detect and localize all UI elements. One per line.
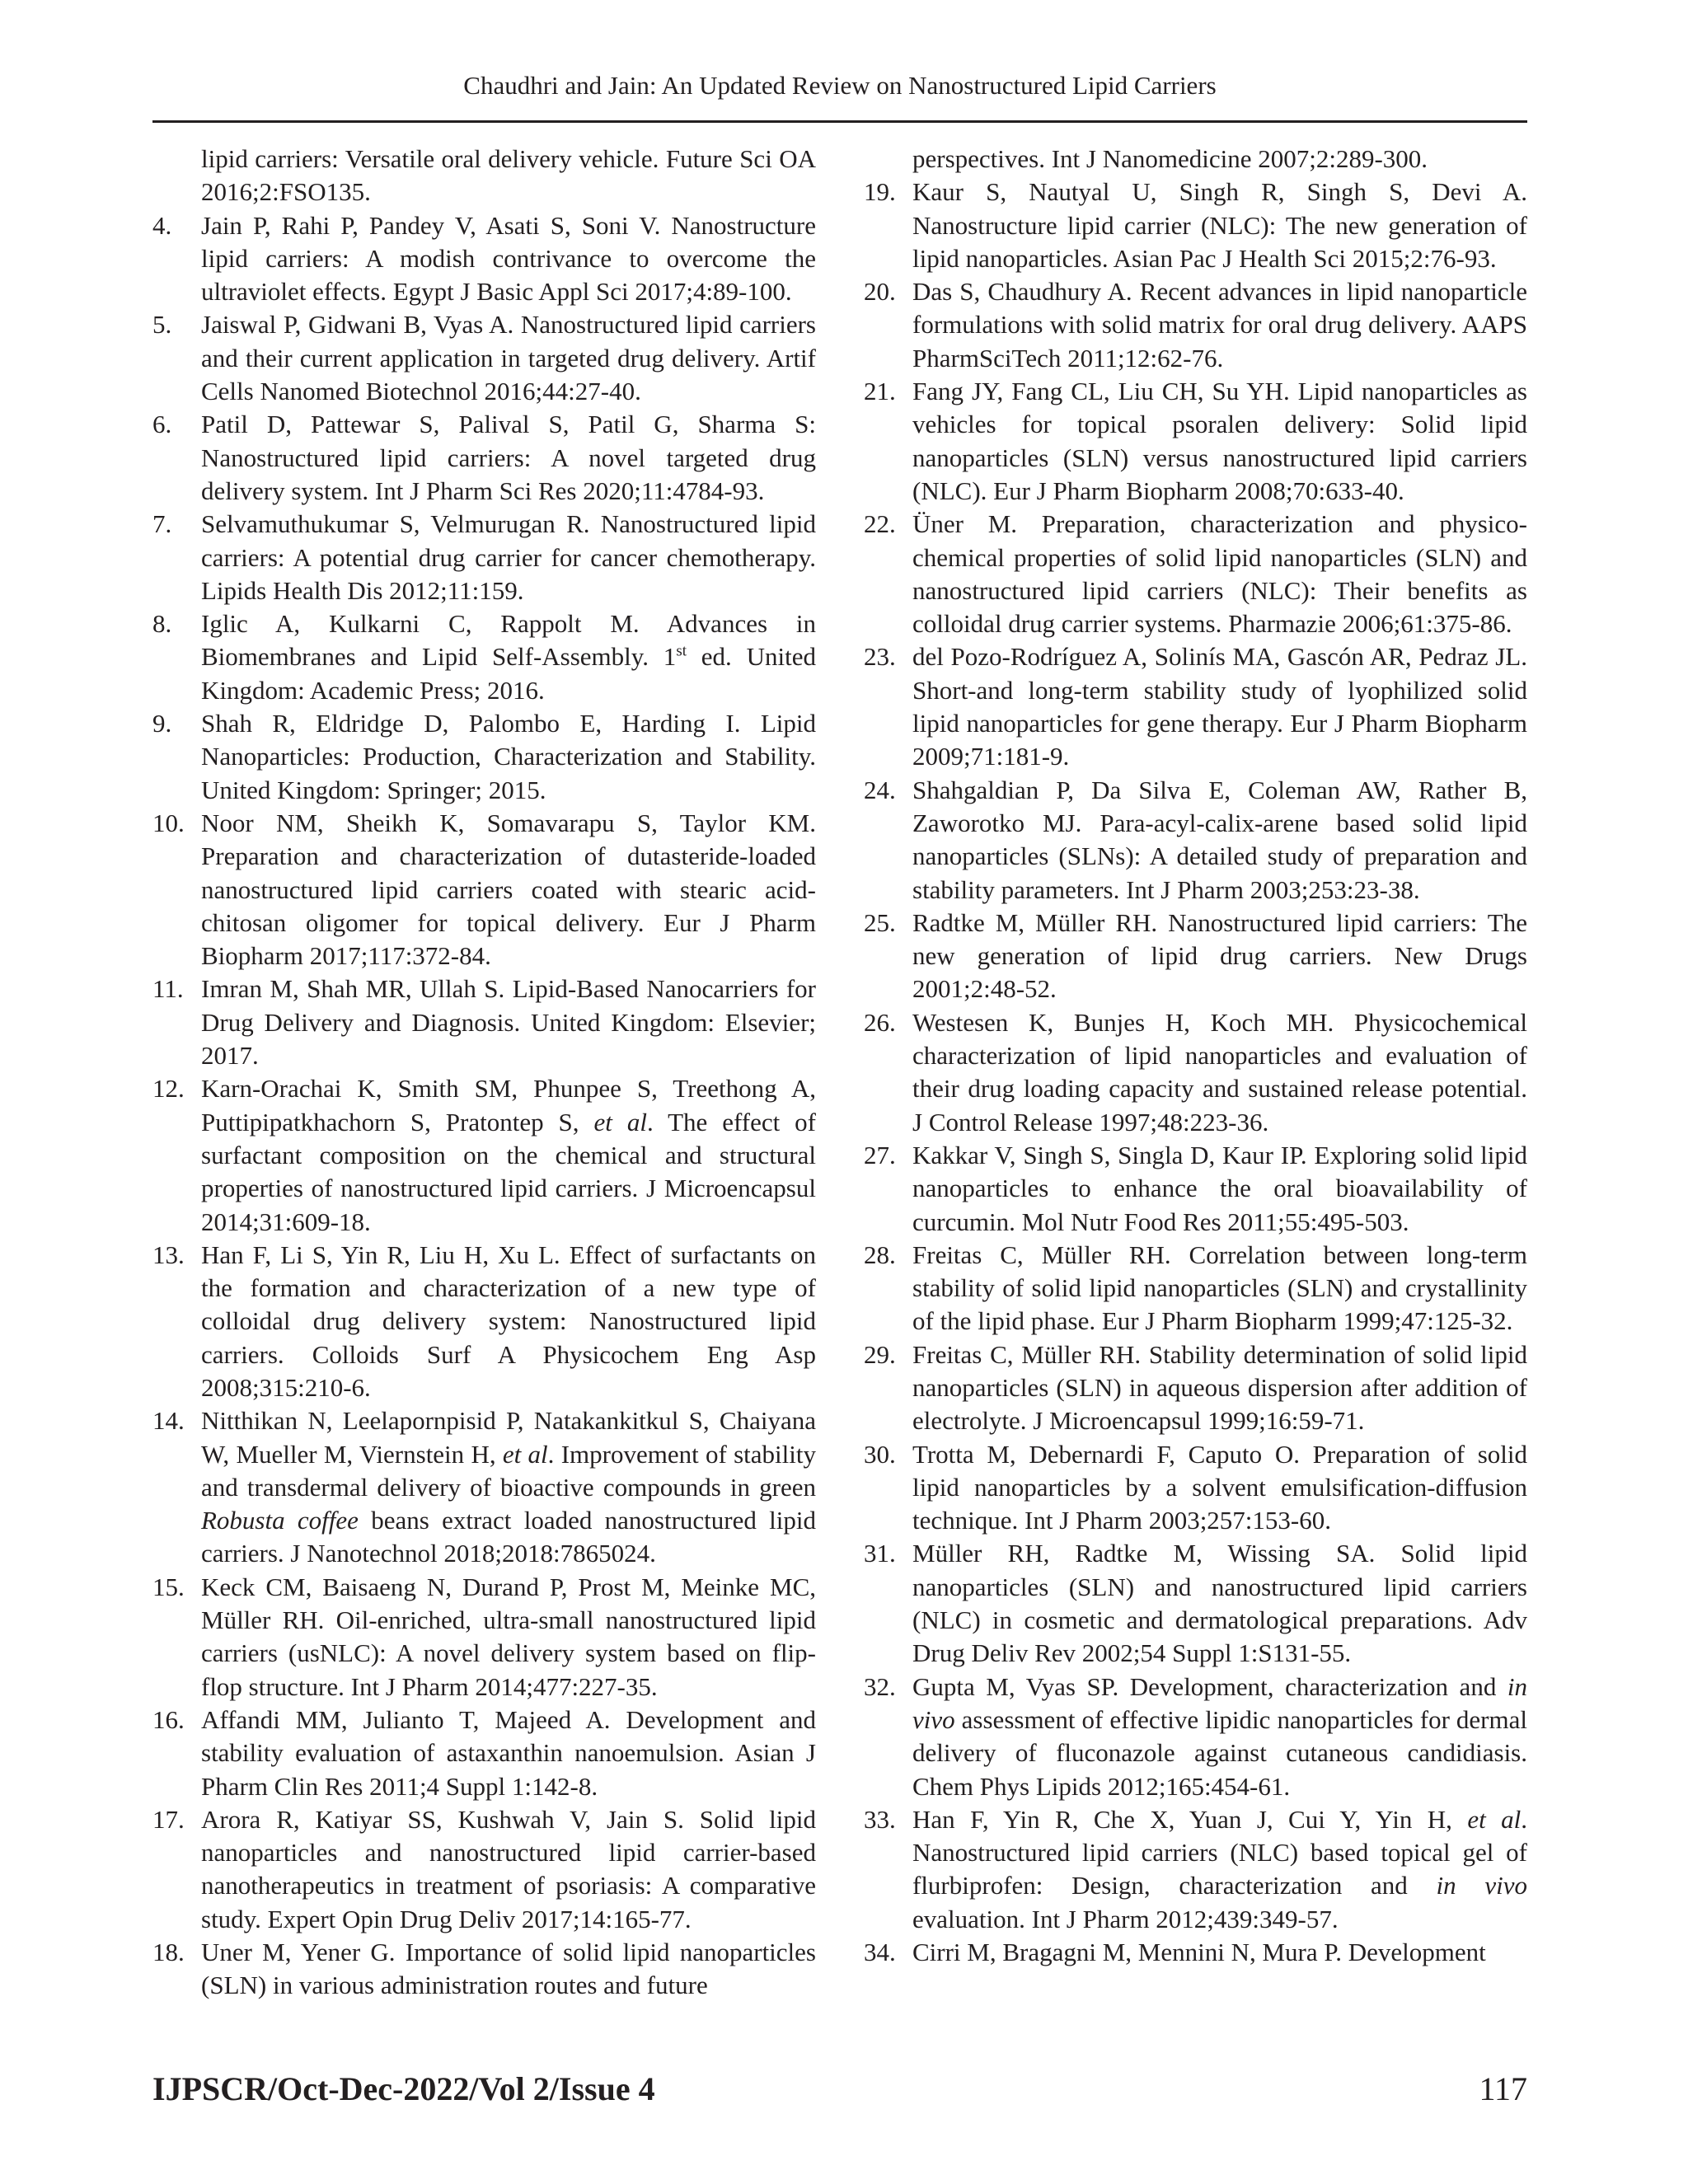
reference-number: 14. [152, 1406, 185, 1436]
reference-item [864, 1438, 1527, 1538]
italic-text: Robusta coffee [201, 1506, 359, 1535]
reference-text [201, 1571, 816, 1704]
reference-text [201, 1239, 816, 1404]
reference-text-part: Karn-Orachai K, Smith SM, Phunpee S, Treethong A, Puttipipatkhachorn S, Pratontep S, [201, 1074, 816, 1137]
superscript: st [676, 643, 687, 661]
reference-text [912, 1671, 1527, 1803]
reference-item [152, 1239, 816, 1404]
reference-text-part: assessment of effective lipidic nanoparticles for dermal delivery of fluconazole against cutaneous candidiasis. Chem Phys Lipids 2012;165:454-61. [912, 1704, 1527, 1801]
reference-text [912, 1338, 1527, 1438]
reference-item [152, 1704, 816, 1803]
reference-item [152, 1072, 816, 1238]
reference-text-part: Üner M. Preparation, characterization and physico-chemical properties of solid lipid nanoparticles (SLN) and nanostructured lipid carriers (NLC): Their benefits as colloidal drug carrier systems. Pharmazie 2006;61:375-86. [912, 509, 1527, 639]
reference-number: 21. [864, 377, 896, 406]
reference-column-right [864, 143, 1527, 1969]
reference-item [152, 1803, 816, 1936]
reference-item [152, 1936, 816, 2003]
reference-number: 28. [864, 1240, 896, 1269]
reference-item [152, 408, 816, 508]
reference-text-part: Kaur S, Nautyal U, Singh R, Singh S, Devi A. Nanostructure lipid carrier (NLC): The new generation of lipid nanoparticles. Asian Pac J Health Sci 2015;2:76-93. [912, 177, 1527, 273]
reference-item [152, 607, 816, 707]
reference-text [201, 308, 816, 408]
reference-number: 10. [152, 808, 185, 837]
reference-text-part: lipid carriers: Versatile oral delivery vehicle. Future Sci OA 2016;2:FSO135. [201, 144, 816, 207]
reference-number: 9. [152, 709, 172, 738]
reference-continuation [152, 143, 816, 209]
reference-number: 24. [864, 775, 896, 804]
reference-text-part: Han F, Li S, Yin R, Liu H, Xu L. Effect of surfactants on the formation and characterization of a new type of colloidal drug delivery system: Nanostructured lipid carriers. Colloids Surf A Physicochem Eng Asp 2008;315:210-6. [201, 1240, 816, 1402]
reference-number: 27. [864, 1140, 896, 1169]
reference-number: 33. [864, 1804, 896, 1834]
reference-text [201, 807, 816, 972]
reference-text [201, 209, 816, 309]
reference-text [912, 1537, 1527, 1670]
reference-text [201, 408, 816, 508]
reference-item [864, 1803, 1527, 1936]
reference-text-part: Freitas C, Müller RH. Correlation between long-term stability of solid lipid nanoparticles (SLN) and crystallinity of the lipid phase. Eur J Pharm Biopharm 1999;47:125-32. [912, 1240, 1527, 1336]
header-rule [152, 120, 1527, 123]
italic-text: et al [1467, 1804, 1522, 1834]
reference-number: 4. [152, 210, 172, 240]
reference-text-part: . The effect of surfactant composition on the chemical and structural properties of nanostructured lipid carriers. J Microencapsul 2014;31:609-18. [201, 1107, 816, 1236]
reference-text [201, 1704, 816, 1803]
reference-item [864, 1671, 1527, 1803]
reference-item [864, 1139, 1527, 1239]
reference-item [864, 275, 1527, 375]
reference-text [912, 375, 1527, 508]
reference-text-part: del Pozo-Rodríguez A, Solinís MA, Gascón AR, Pedraz JL. Short-and long-term stability study of lyophilized solid lipid nanoparticles for gene therapy. Eur J Pharm Biopharm 2009;71:181-9. [912, 642, 1527, 771]
reference-text-part: Gupta M, Vyas SP. Development, characterization and [912, 1671, 1507, 1701]
reference-text [912, 1006, 1527, 1139]
reference-text [201, 707, 816, 807]
reference-text-part: Kakkar V, Singh S, Singla D, Kaur IP. Exploring solid lipid nanoparticles to enhance the oral bioavailability of curcumin. Mol Nutr Food Res 2011;55:495-503. [912, 1140, 1527, 1236]
reference-item [864, 1006, 1527, 1139]
reference-number: 29. [864, 1339, 896, 1369]
reference-text [912, 1936, 1527, 1969]
reference-item [152, 209, 816, 309]
reference-number: 13. [152, 1240, 185, 1269]
reference-item [864, 1936, 1527, 1969]
reference-text-part: Keck CM, Baisaeng N, Durand P, Prost M, Meinke MC, Müller RH. Oil-enriched, ultra-small nanostructured lipid carriers (usNLC): A novel delivery system based on flip-flop structure. Int J Pharm 2014;477:227-35. [201, 1572, 816, 1701]
reference-item [152, 707, 816, 807]
reference-text-part: Trotta M, Debernardi F, Caputo O. Preparation of solid lipid nanoparticles by a solvent emulsification-diffusion technique. Int J Pharm 2003;257:153-60. [912, 1439, 1527, 1535]
reference-text-part: Shah R, Eldridge D, Palombo E, Harding I. Lipid Nanoparticles: Production, Characterization and Stability. United Kingdom: Springer; 2015. [201, 709, 816, 804]
reference-number: 15. [152, 1572, 185, 1601]
italic-text: et al [502, 1439, 548, 1469]
reference-text-part: Freitas C, Müller RH. Stability determination of solid lipid nanoparticles (SLN) in aqueous dispersion after addition of electrolyte. J Microencapsul 1999;16:59-71. [912, 1339, 1527, 1436]
reference-text-part: Müller RH, Radtke M, Wissing SA. Solid lipid nanoparticles (SLN) and nanostructured lipid carriers (NLC) in cosmetic and dermatological preparations. Adv Drug Deliv Rev 2002;54 Suppl 1:S131-55. [912, 1539, 1527, 1668]
reference-text-part: Shahgaldian P, Da Silva E, Coleman AW, Rather B, Zaworotko MJ. Para-acyl-calix-arene based solid lipid nanoparticles (SLNs): A detailed study of preparation and stability parameters. Int J Pharm 2003;253:23-38. [912, 775, 1527, 904]
reference-text-part: Noor NM, Sheikh K, Somavarapu S, Taylor KM. Preparation and characterization of dutasteride-loaded nanostructured lipid carriers coated with stearic acid-chitosan oligomer for topical delivery. Eur J Pharm Biopharm 2017;117:372-84. [201, 808, 816, 971]
reference-number: 32. [864, 1671, 896, 1701]
reference-item [152, 1571, 816, 1704]
reference-text [201, 1404, 816, 1570]
reference-item [864, 375, 1527, 508]
reference-text [201, 607, 816, 707]
reference-number: 7. [152, 509, 172, 539]
reference-text [912, 774, 1527, 907]
italic-text: et al [593, 1107, 647, 1137]
reference-text-part: Patil D, Pattewar S, Palival S, Patil G, Sharma S: Nanostructured lipid carriers: A novel targeted drug delivery system. Int J Pharm Sci Res 2020;11:4784-93. [201, 410, 816, 505]
reference-text-part: Jaiswal P, Gidwani B, Vyas A. Nanostructured lipid carriers and their current application in targeted drug delivery. Artif Cells Nanomed Biotechnol 2016;44:27-40. [201, 310, 816, 406]
reference-number: 23. [864, 642, 896, 672]
reference-text-part: evaluation. Int J Pharm 2012;439:349-57. [912, 1904, 1339, 1933]
reference-text-part: Arora R, Katiyar SS, Kushwah V, Jain S. Solid lipid nanoparticles and nanostructured lipid carrier-based nanotherapeutics in treatment of psoriasis: A comparative study. Expert Opin Drug Deliv 2017;14:165-77. [201, 1804, 816, 1933]
reference-text [912, 1438, 1527, 1538]
reference-number: 26. [864, 1007, 896, 1037]
reference-text-part: Westesen K, Bunjes H, Koch MH. Physicochemical characterization of lipid nanoparticles and evaluation of their drug loading capacity and sustained release potential. J Control Release 1997;48:223-36. [912, 1007, 1527, 1137]
reference-text-part: Cirri M, Bragagni M, Mennini N, Mura P. Development [912, 1938, 1486, 1967]
reference-text-part: Das S, Chaudhury A. Recent advances in lipid nanoparticle formulations with solid matrix for oral drug delivery. AAPS PharmSciTech 2011;12:62-76. [912, 277, 1527, 373]
reference-text-part: Nitthikan N, Leelapornpisid P, Natakankitkul S, Chaiyana W, Mueller M, Viernstein H, [201, 1406, 816, 1469]
reference-text [912, 640, 1527, 773]
reference-item [864, 508, 1527, 640]
reference-text-part: Jain P, Rahi P, Pandey V, Asati S, Soni V. Nanostructure lipid carriers: A modish contrivance to overcome the ultraviolet effects. Egypt J Basic Appl Sci 2017;4:89-100. [201, 210, 816, 307]
reference-item [152, 807, 816, 972]
reference-number: 25. [864, 907, 896, 937]
reference-item [864, 640, 1527, 773]
reference-number: 16. [152, 1704, 185, 1734]
reference-text-part: Affandi MM, Julianto T, Majeed A. Development and stability evaluation of astaxanthin nanoemulsion. Asian J Pharm Clin Res 2011;4 Suppl 1:142-8. [201, 1704, 816, 1801]
reference-text [912, 1139, 1527, 1239]
reference-text-part: Selvamuthukumar S, Velmurugan R. Nanostructured lipid carriers: A potential drug carrier for cancer chemotherapy. Lipids Health Dis 2012;11:159. [201, 509, 816, 605]
reference-item [864, 774, 1527, 907]
reference-item [152, 1404, 816, 1570]
reference-number: 31. [864, 1539, 896, 1568]
reference-item [864, 1537, 1527, 1670]
reference-number: 17. [152, 1804, 185, 1834]
reference-text [201, 1803, 816, 1936]
reference-text-part: Imran M, Shah MR, Ullah S. Lipid-Based Nanocarriers for Drug Delivery and Diagnosis. United Kingdom: Elsevier; 2017. [201, 974, 816, 1071]
reference-item [864, 1239, 1527, 1338]
reference-text-part: . Improvement of stability and transdermal delivery of bioactive compounds in green [201, 1439, 816, 1502]
reference-text [152, 143, 816, 209]
reference-text-part: ed. United Kingdom: Academic Press; 2016. [201, 642, 816, 705]
italic-text: in vivo [912, 1671, 1527, 1734]
reference-number: 6. [152, 410, 172, 439]
running-title: Chaudhri and Jain: An Updated Review on Nanostructured Lipid Carriers [463, 71, 1217, 100]
reference-text [912, 275, 1527, 375]
reference-number: 8. [152, 609, 172, 639]
reference-text-part: perspectives. Int J Nanomedicine 2007;2:289-300. [912, 144, 1428, 173]
reference-text [864, 143, 1527, 176]
reference-column-left [152, 143, 816, 2003]
page-number: 117 [1479, 2070, 1527, 2107]
reference-text [912, 1803, 1527, 1936]
reference-text-part: Fang JY, Fang CL, Liu CH, Su YH. Lipid nanoparticles as vehicles for topical psoralen delivery: Solid lipid nanoparticles (SLN) versus nanostructured lipid carriers (NLC). Eur J Pharm Biopharm 2008;70:633-40. [912, 377, 1527, 505]
reference-continuation [864, 143, 1527, 176]
italic-text: in vivo [1436, 1871, 1527, 1900]
reference-number: 30. [864, 1439, 896, 1469]
journal-issue: IJPSCR/Oct-Dec-2022/Vol 2/Issue 4 [152, 2070, 655, 2107]
reference-number: 34. [864, 1938, 896, 1967]
reference-text [912, 176, 1527, 275]
reference-number: 22. [864, 509, 896, 539]
reference-number: 12. [152, 1074, 185, 1104]
reference-text-part: . Nanostructured lipid carriers (NLC) based topical gel of flurbiprofen: Design, characterization and [912, 1804, 1527, 1900]
reference-item [152, 508, 816, 607]
reference-text-part: Iglic A, Kulkarni C, Rappolt M. Advances in Biomembranes and Lipid Self-Assembly. 1 [201, 609, 816, 672]
reference-text-part: Han F, Yin R, Che X, Yuan J, Cui Y, Yin H, [912, 1804, 1468, 1834]
reference-text-part: beans extract loaded nanostructured lipid carriers. J Nanotechnol 2018;2018:7865024. [201, 1506, 816, 1568]
reference-item [152, 308, 816, 408]
reference-item [152, 972, 816, 1072]
reference-text [201, 1072, 816, 1238]
reference-text-part: Radtke M, Müller RH. Nanostructured lipid carriers: The new generation of lipid drug carriers. New Drugs 2001;2:48-52. [912, 907, 1527, 1004]
reference-text [912, 907, 1527, 1006]
reference-number: 5. [152, 310, 172, 340]
reference-item [864, 1338, 1527, 1438]
reference-item [864, 907, 1527, 1006]
reference-text [912, 1239, 1527, 1338]
reference-number: 19. [864, 177, 896, 207]
reference-number: 18. [152, 1938, 185, 1967]
reference-text [201, 972, 816, 1072]
reference-text-part: Uner M, Yener G. Importance of solid lipid nanoparticles (SLN) in various administration routes and future [201, 1938, 816, 2000]
reference-text [201, 1936, 816, 2003]
reference-number: 11. [152, 974, 184, 1004]
reference-item [864, 176, 1527, 275]
reference-number: 20. [864, 277, 896, 307]
reference-text [201, 508, 816, 607]
reference-text [912, 508, 1527, 640]
